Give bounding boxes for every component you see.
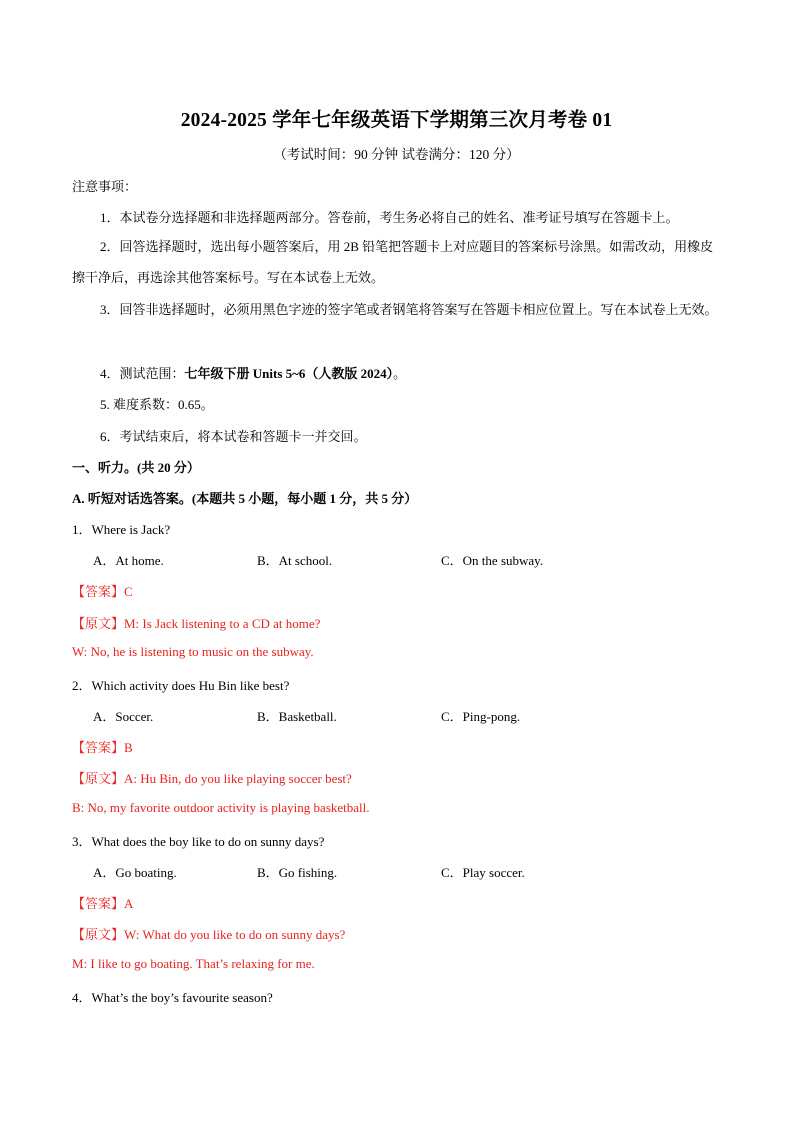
q2-option-a: A．Soccer. [93,709,154,724]
note-6: 6．考试结束后，将本试卷和答题卡一并交回。 [100,429,367,444]
q2-option-c: C．Ping-pong. [441,709,521,724]
note-2 [72,231,722,293]
question-2: 2．Which activity does Hu Bin like best? [72,678,290,693]
exam-info: （考试时间：90 分钟 试卷满分：120 分） [273,147,520,162]
q3-option-c: C．Play soccer. [441,865,525,880]
part-a-heading: A. 听短对话选答案。(本题共 5 小题，每小题 1 分，共 5 分） [72,491,418,506]
note-4-suffix: 。 [393,366,407,381]
q1-script-line-2: W: No, he is listening to music on the subway. [72,644,314,659]
q2-script-line-2: B: No, my favorite outdoor activity is playing basketball. [72,800,370,815]
q3-answer: 【答案】A [72,896,134,911]
q3-script-line-1: 【原文】W: What do you like to do on sunny days? [72,927,346,942]
note-5: 5. 难度系数：0.65。 [100,397,214,412]
q3-option-b: B．Go fishing. [257,865,338,880]
question-3: 3．What does the boy like to do on sunny days? [72,834,325,849]
note-3-text: 3．回答非选择题时，必须用黑色字迹的签字笔或者钢笔将答案写在答题卡相应位置上。写在本试卷上无效。 [100,302,718,317]
note-2-text: 2．回答选择题时，选出每小题答案后，用 2B 铅笔把答题卡上对应题目的答案标号涂黑。如需改动，用橡皮擦干净后，再选涂其他答案标号。写在本试卷上无效。 [72,239,714,285]
q3-script-line-2: M: I like to go boating. That’s relaxing for me. [72,956,315,971]
page-title: 2024-2025 学年七年级英语下学期第三次月考卷 01 [180,110,613,131]
note-1: 1．本试卷分选择题和非选择题两部分。答卷前，考生务必将自己的姓名、准考证号填写在答题卡上。 [100,210,679,225]
note-3 [72,294,722,325]
q1-script-line-1: 【原文】M: Is Jack listening to a CD at home? [72,616,321,631]
question-4: 4．What’s the boy’s favourite season? [72,990,273,1005]
q2-answer: 【答案】B [72,740,133,755]
section-heading: 一、听力。(共 20 分） [72,460,200,475]
notes-heading: 注意事项： [72,179,138,194]
q1-option-c: C．On the subway. [441,553,544,568]
q3-option-a: A．Go boating. [93,865,177,880]
q2-script-line-1: 【原文】A: Hu Bin, do you like playing soccer best? [72,771,352,786]
note-4 [100,363,406,382]
q1-answer: 【答案】C [72,584,133,599]
q2-option-b: B．Basketball. [257,709,337,724]
q1-option-b: B．At school. [257,553,333,568]
note-4-scope: 七年级下册 Units 5~6（人教版 2024） [184,366,394,381]
note-4-prefix: 4．测试范围： [100,366,185,381]
question-1: 1．Where is Jack? [72,522,171,537]
q1-option-a: A．At home. [93,553,164,568]
